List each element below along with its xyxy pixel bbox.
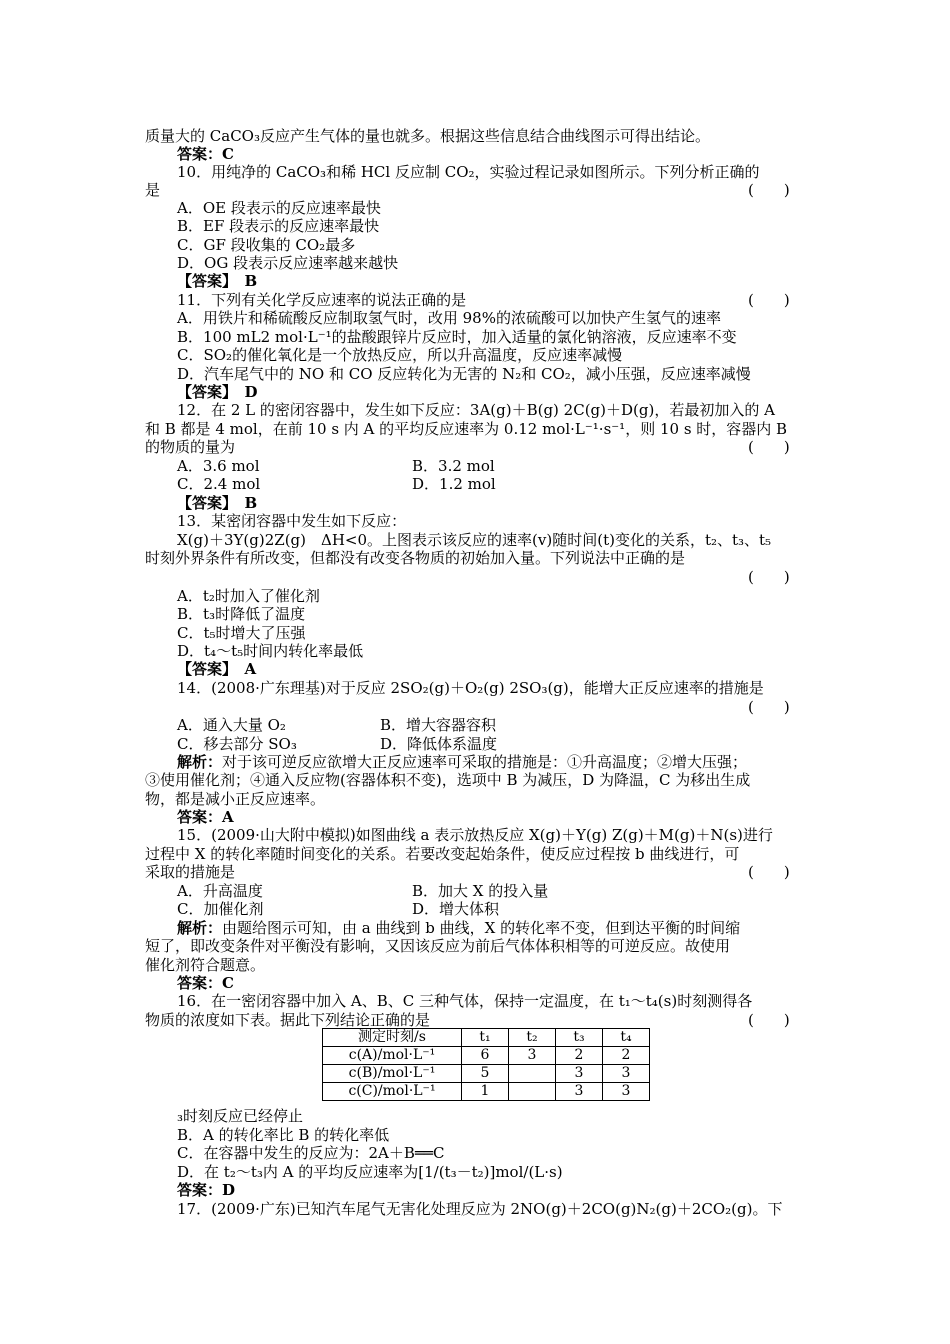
text-line: 催化剂符合题意。 (145, 956, 266, 974)
table-cell (509, 1065, 556, 1083)
option-text: C．2.4 mol (177, 475, 261, 493)
text-line: 11．下列有关化学反应速率的说法正确的是 (177, 291, 467, 309)
text-line: D．OG 段表示反应速率越来越快 (177, 254, 399, 272)
text-line: B．EF 段表示的反应速率最快 (177, 217, 380, 235)
text-line: 物，都是减小正反应速率。 (145, 790, 326, 808)
option-text: D．增大体积 (412, 900, 500, 918)
text-line: 【答案】 B (177, 494, 258, 512)
option-text: D．降低体系温度 (380, 735, 498, 753)
text-line: B．A 的转化率比 B 的转化率低 (177, 1126, 390, 1144)
text-line: 答案：C (177, 145, 234, 163)
text-line: 答案：A (177, 808, 234, 826)
table-cell (509, 1083, 556, 1101)
option-text: A．通入大量 O₂ (177, 716, 286, 734)
text-line: 质量大的 CaCO₃反应产生气体的量也就多。根据这些信息结合曲线图示可得出结论。 (145, 127, 710, 145)
concentration-table (322, 1028, 650, 1101)
table-row (323, 1047, 650, 1065)
text-line: 【答案】 B (177, 272, 258, 290)
answer-parentheses: ( ) (748, 1011, 790, 1029)
table-cell: 2 (556, 1047, 603, 1065)
table-cell: t₂ (509, 1029, 556, 1047)
text-line: ₃时刻反应已经停止 (177, 1107, 304, 1125)
option-text: D．1.2 mol (412, 475, 496, 493)
text-line: A．用铁片和稀硫酸反应制取氢气时，改用 98%的浓硫酸可以加快产生氢气的速率 (177, 309, 721, 327)
table-cell: 3 (509, 1047, 556, 1065)
text-line: D．t₄～t₅时间内转化率最低 (177, 642, 364, 660)
text-line: 【答案】 A (177, 660, 257, 678)
table-cell: 3 (556, 1065, 603, 1083)
option-text: A．升高温度 (177, 882, 263, 900)
text-line: 15．(2009·山大附中模拟)如图曲线 a 表示放热反应 X(g)＋Y(g) Z(g)＋M(g)＋N(s)进行 (177, 826, 773, 844)
text-line: 16．在一密闭容器中加入 A、B、C 三种气体，保持一定温度，在 t₁～t₄(s)时刻测得各 (177, 992, 753, 1010)
table-header-row (323, 1029, 650, 1047)
table-cell: t₄ (603, 1029, 650, 1047)
text-line: 答案：D (177, 1181, 236, 1199)
text-line: X(g)＋3Y(g)2Z(g) ΔH<0。上图表示该反应的速率(v)随时间(t)变化的关系，t₂、t₃、t₅ (177, 531, 772, 549)
table-row (323, 1083, 650, 1101)
text-line: 物质的浓度如下表。据此下列结论正确的是 (145, 1011, 431, 1029)
answer-parentheses: ( ) (748, 568, 790, 586)
text-rest: 由题给图示可知，由 a 曲线到 b 曲线，X 的转化率不变，但到达平衡的时间缩 (222, 919, 741, 937)
option-text: B．加大 X 的投入量 (412, 882, 549, 900)
text-line: B．t₃时降低了温度 (177, 605, 306, 623)
text-line: C．SO₂的催化氧化是一个放热反应，所以升高温度，反应速率减慢 (177, 346, 623, 364)
option-text: A．3.6 mol (177, 457, 260, 475)
table-cell: 6 (462, 1047, 509, 1065)
table-cell: c(A)/mol·L⁻¹ (323, 1047, 462, 1065)
table-cell: 2 (603, 1047, 650, 1065)
table-cell: t₁ (462, 1029, 509, 1047)
table-cell: c(C)/mol·L⁻¹ (323, 1083, 462, 1101)
text-line: 【答案】 D (177, 383, 258, 401)
label-bold: 解析： (177, 753, 223, 771)
label-bold: 解析： (177, 919, 223, 937)
text-line: A．OE 段表示的反应速率最快 (177, 199, 381, 217)
text-line: ③使用催化剂；④通入反应物(容器体积不变)，选项中 B 为减压，D 为降温，C 为移出生成 (145, 771, 751, 789)
table-cell: c(B)/mol·L⁻¹ (323, 1065, 462, 1083)
text-line: 是 (145, 181, 161, 199)
text-line: C．t₅时增大了压强 (177, 624, 306, 642)
text-line: 短了，即改变条件对平衡没有影响，又因该反应为前后气体体积相等的可逆反应。故使用 (145, 937, 731, 955)
option-text: C．移去部分 SO₃ (177, 735, 297, 753)
text-line: A．t₂时加入了催化剂 (177, 587, 320, 605)
option-text: B．增大容器容积 (380, 716, 497, 734)
answer-parentheses: ( ) (748, 181, 790, 199)
text-line (177, 919, 842, 937)
text-line: 采取的措施是 (145, 863, 236, 881)
text-line: D．在 t₂～t₃内 A 的平均反应速率为[1/(t₃－t₂)]mol/(L·s) (177, 1163, 563, 1181)
text-line: 10．用纯净的 CaCO₃和稀 HCl 反应制 CO₂，实验过程记录如图所示。下列分析正确的 (177, 163, 760, 181)
text-line: 答案：C (177, 974, 234, 992)
text-line: 12．在 2 L 的密闭容器中，发生如下反应：3A(g)＋B(g) 2C(g)＋D(g)，若最初加入的 A (177, 401, 775, 419)
table-cell: t₃ (556, 1029, 603, 1047)
table-cell: 1 (462, 1083, 509, 1101)
table-cell: 3 (603, 1065, 650, 1083)
text-line: C．在容器中发生的反应为：2A＋B══C (177, 1144, 445, 1162)
table-cell: 5 (462, 1065, 509, 1083)
text-line: 13．某密闭容器中发生如下反应： (177, 512, 407, 530)
text-line: 的物质的量为 (145, 438, 236, 456)
table-row (323, 1065, 650, 1083)
text-line: 17．(2009·广东)已知汽车尾气无害化处理反应为 2NO(g)＋2CO(g)N₂(g)＋2CO₂(g)。下 (177, 1200, 783, 1218)
text-line: 过程中 X 的转化率随时间变化的关系。若要改变起始条件，使反应过程按 b 曲线进行，可 (145, 845, 740, 863)
text-line: B．100 mL2 mol·L⁻¹的盐酸跟锌片反应时，加入适量的氯化钠溶液，反应速率不变 (177, 328, 737, 346)
option-text: C．加催化剂 (177, 900, 264, 918)
answer-parentheses: ( ) (748, 438, 790, 456)
text-line (177, 753, 842, 771)
text-line: D．汽车尾气中的 NO 和 CO 反应转化为无害的 N₂和 CO₂，减小压强，反应速率减慢 (177, 365, 751, 383)
text-line: C．GF 段收集的 CO₂最多 (177, 236, 356, 254)
table-cell: 测定时刻/s (323, 1029, 462, 1047)
text-line: 14．(2008·广东理基)对于反应 2SO₂(g)＋O₂(g) 2SO₃(g)，能增大正反应速率的措施是 (177, 679, 764, 697)
text-rest: 对于该可逆反应欲增大正反应速率可采取的措施是：①升高温度；②增大压强； (222, 753, 748, 771)
option-text: B．3.2 mol (412, 457, 495, 475)
answer-parentheses: ( ) (748, 698, 790, 716)
answer-parentheses: ( ) (748, 863, 790, 881)
answer-parentheses: ( ) (748, 291, 790, 309)
text-line: 时刻外界条件有所改变，但都没有改变各物质的初始加入量。下列说法中正确的是 (145, 549, 686, 567)
table-cell: 3 (603, 1083, 650, 1101)
table-cell: 3 (556, 1083, 603, 1101)
text-line: 和 B 都是 4 mol，在前 10 s 内 A 的平均反应速率为 0.12 mol·L⁻¹·s⁻¹，则 10 s 时，容器内 B (145, 420, 788, 438)
